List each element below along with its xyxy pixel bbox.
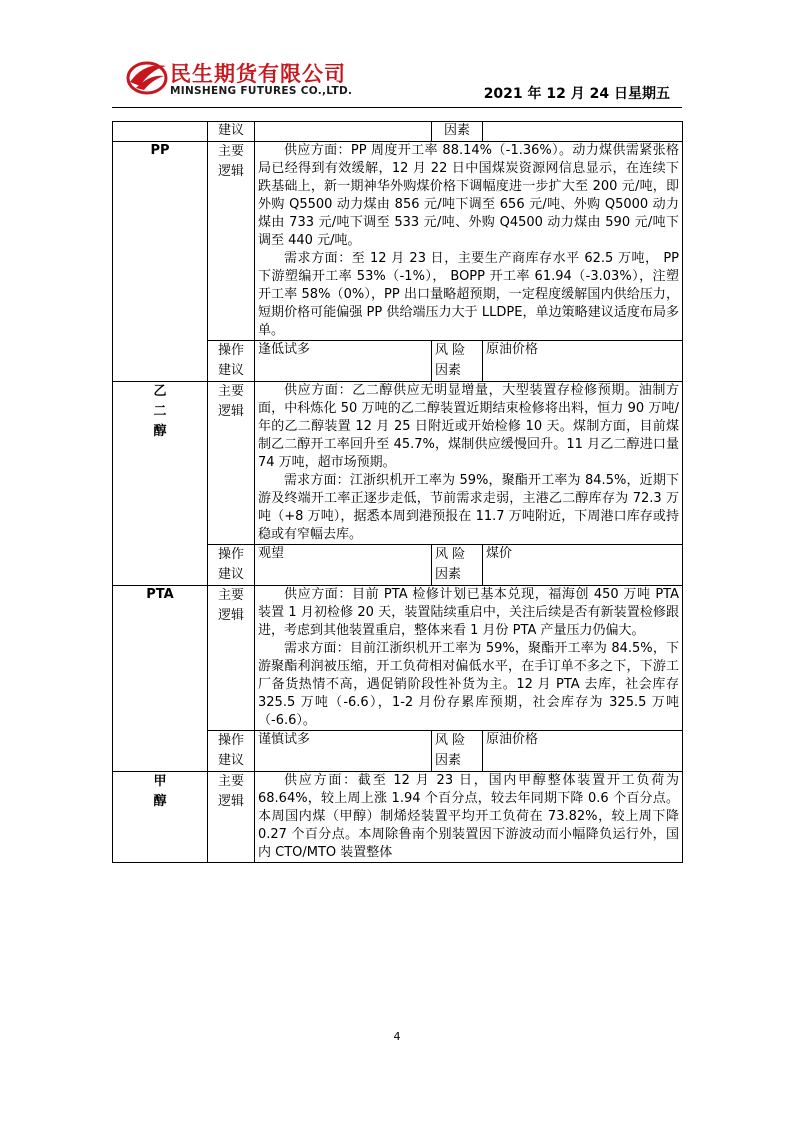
report-date: 2021 年 12 月 24 日星期五 (483, 86, 670, 102)
main-logic-text (255, 586, 683, 731)
category-pta: PTA (113, 586, 208, 772)
header-divider (112, 107, 682, 108)
main-logic-label: 主要逻辑 (208, 772, 255, 863)
company-logo (126, 54, 366, 102)
operation-label-tail: 建议 (208, 122, 255, 142)
category-cell-empty (113, 122, 208, 142)
main-logic-text (255, 382, 683, 545)
risk-value-empty (483, 122, 683, 142)
company-name-en: MINSHENG FUTURES CO.,LTD. (170, 85, 353, 97)
operation-value-empty (255, 122, 432, 142)
category-meg: 乙二醇 (113, 382, 208, 586)
main-logic-label: 主要逻辑 (208, 382, 255, 545)
company-name-cn: 民生期货有限公司 (170, 62, 346, 86)
demand-paragraph: 需求方面：目前江浙织机开工率为 59%，聚酯开工率为 84.5%，下游聚酯利润被压缩，开工负荷相对偏低水平，在手订单不多之下，下游工厂备货热情不高，遇促销阶段性补货为主。12 月 PTA 去库，社会库存 325.5 万吨（-6.6），1-2 月份存累库预期，社会库存为 325.5 万吨（-6.6）。 (258, 641, 679, 728)
supply-paragraph: 供应方面：PP 周度开工率 88.14%（-1.36%）。动力煤供需紧张格局已经得到有效缓解，12 月 22 日中国煤炭资源网信息显示，在连续下跌基础上，新一期神华外购煤价格下调幅度进一步扩大至 200 元/吨，即外购 Q5500 动力煤由 856 元/吨下调至 656 元/吨、外购 Q5000 动力煤由 733 元/吨下调至 533 元/吨、外购 Q4500 动力煤由 590 元/吨下调至 440 元/吨。 (258, 143, 679, 248)
risk-label: 风 险因素 (432, 545, 483, 586)
supply-paragraph: 供应方面：目前 PTA 检修计划已基本兑现，福海创 450 万吨 PTA 装置 1 月初检修 20 天，装置陆续重启中，关注后续是否有新装置检修跟进，考虑到其他装置重启，整体来看 1 月份 PTA 产量压力仍偏大。 (258, 587, 679, 638)
table-row-continuation (113, 122, 683, 142)
main-logic-label: 主要逻辑 (208, 142, 255, 341)
main-logic-text (255, 142, 683, 341)
risk-value: 原油价格 (483, 731, 683, 772)
minsheng-logo-icon (126, 56, 168, 96)
risk-label: 风 险因素 (432, 341, 483, 382)
risk-value: 原油价格 (483, 341, 683, 382)
main-logic-label: 主要逻辑 (208, 586, 255, 731)
operation-value: 逢低试多 (255, 341, 432, 382)
operation-value: 谨慎试多 (255, 731, 432, 772)
commodity-table (112, 121, 683, 863)
table-row-pp-logic (113, 142, 683, 341)
supply-paragraph: 供应方面：截至 12 月 23 日，国内甲醇整体装置开工负荷为 68.64%，较上周上涨 1.94 个百分点，较去年同期下降 0.6 个百分点。本周国内煤（甲醇）制烯烃装置平均开工负荷在 73.82%，较上周下降 0.27 个百分点。本周除鲁南个别装置因下游波动而小幅降负运行外，国内 CTO/MTO 装置整体 (258, 773, 679, 860)
table-row-pta-logic (113, 586, 683, 731)
operation-label: 操作建议 (208, 731, 255, 772)
table-row-methanol-logic (113, 772, 683, 863)
page-number: 4 (393, 1030, 401, 1043)
risk-label-tail: 因素 (432, 122, 483, 142)
main-logic-text (255, 772, 683, 863)
risk-label: 风 险因素 (432, 731, 483, 772)
category-pp: PP (113, 142, 208, 382)
operation-label: 操作建议 (208, 545, 255, 586)
demand-paragraph: 需求方面：至 12 月 23 日，主要生产商库存水平 62.5 万吨， PP 下游塑编开工率 53%（-1%）， BOPP 开工率 61.94（-3.03%），注塑开工率 58%（0%），PP 出口量略超预期，一定程度缓解国内供给压力，短期价格可能偏强 PP 供给端压力大于 LLDPE，单边策略建议适度布局多单。 (258, 251, 679, 338)
category-methanol: 甲醇 (113, 772, 208, 863)
operation-label: 操作建议 (208, 341, 255, 382)
supply-paragraph: 供应方面：乙二醇供应无明显增量，大型装置存检修预期。油制方面，中科炼化 50 万吨的乙二醇装置近期结束检修将出料，恒力 90 万吨/年的乙二醇装置 12 月 25 日附近或开始检修 10 天。煤制方面，目前煤制乙二醇开工率回升至 45.7%，煤制供应缓慢回升。11 月乙二醇进口量 74 万吨，超市场预期。 (258, 383, 679, 470)
demand-paragraph: 需求方面：江浙织机开工率为 59%，聚酯开工率为 84.5%，近期下游及终端开工率正逐步走低，节前需求走弱，主港乙二醇库存为 72.3 万吨（+8 万吨），据悉本周到港预报在 11.7 万吨附近，下周港口库存或持稳或有窄幅去库。 (258, 473, 679, 542)
table-row-meg-logic (113, 382, 683, 545)
risk-value: 煤价 (483, 545, 683, 586)
operation-value: 观望 (255, 545, 432, 586)
